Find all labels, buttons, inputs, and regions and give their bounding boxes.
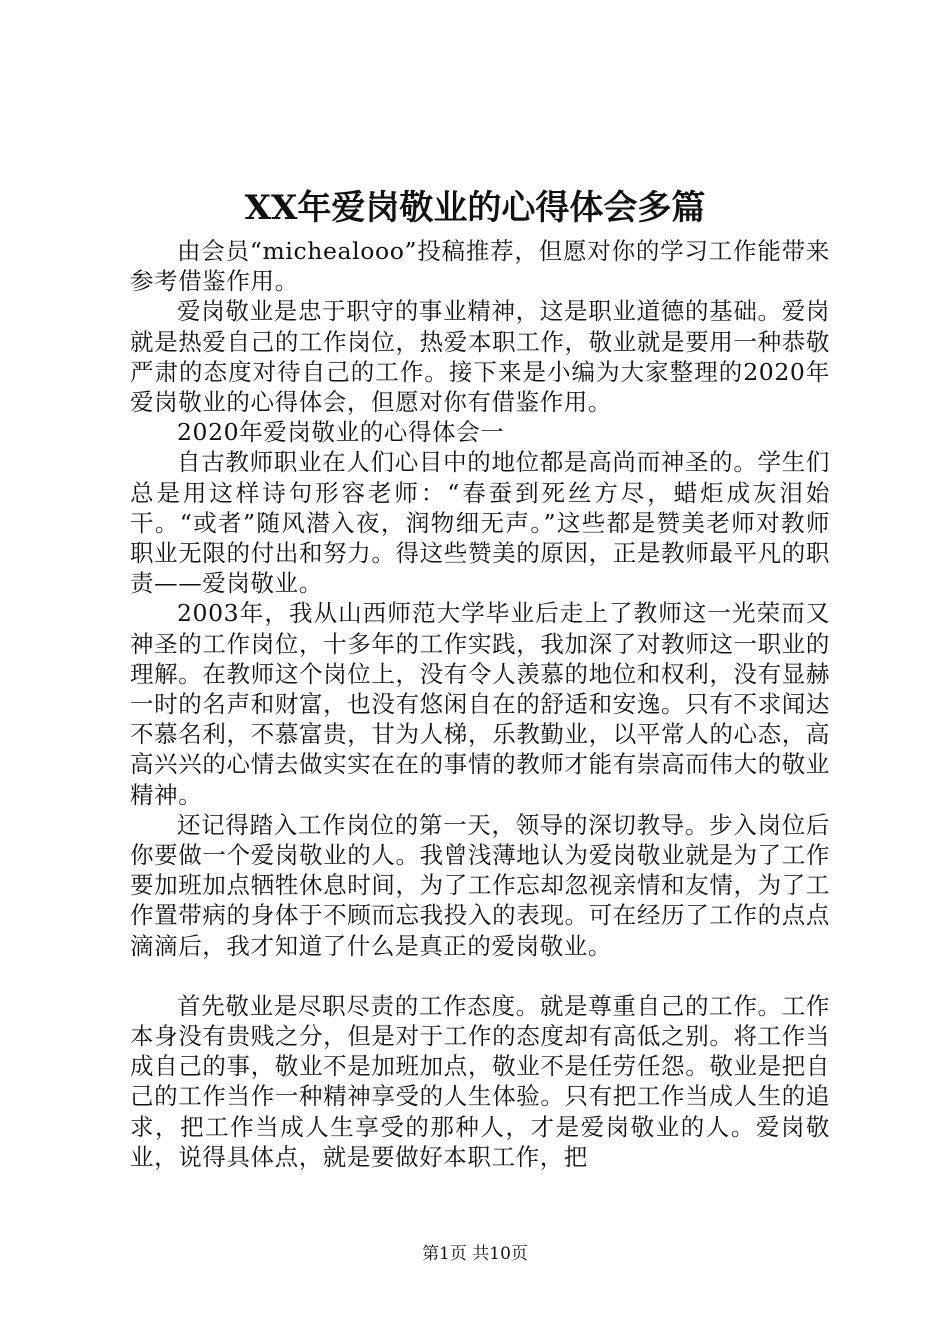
section-heading: 2020年爱岗敬业的心得体会一 (177, 418, 505, 447)
body-paragraph: 自古教师职业在人们心目中的地位都是高尚而神圣的。学生们总是用这样诗句形容老师：“春蚕到死丝方尽，蜡炬成灰泪始干。“或者”随风潜入夜，润物细无声。”这些都是赞美老师对教师职业无限的付出和努力。得这些赞美的原因，正是教师最平凡的职责——爱岗敬业。 (130, 448, 830, 598)
document-title: XX年爱岗敬业的心得体会多篇 (244, 188, 706, 228)
body-paragraph: 首先敬业是尽职尽责的工作态度。就是尊重自己的工作。工作本身没有贵贱之分，但是对于工作的态度却有高低之别。将工作当成自己的事，敬业不是加班加点，敬业不是任劳任怨。敬业是把自己的工作当作一种精神享受的人生体验。只有把工作当成人生的追求，把工作当成人生享受的那种人，才是爱岗敬业的人。爱岗敬业，说得具体点，就是要做好本职工作，把 (130, 991, 830, 1171)
page-footer: 第1页 共10页 (422, 1244, 528, 1264)
intro-paragraph: 由会员“michealooo”投稿推荐，但愿对你的学习工作能带来参考借鉴作用。 (130, 237, 830, 296)
document-body (130, 236, 830, 1172)
summary-paragraph: 爱岗敬业是忠于职守的事业精神，这是职业道德的基础。爱岗就是热爱自己的工作岗位，热爱本职工作，敬业就是要用一种恭敬严肃的态度对待自己的工作。接下来是小编为大家整理的2020年爱岗敬业的心得体会，但愿对你有借鉴作用。 (130, 297, 830, 417)
body-paragraph: 还记得踏入工作岗位的第一天，领导的深切教导。步入岗位后你要做一个爱岗敬业的人。我曾浅薄地认为爱岗敬业就是为了工作要加班加点牺牲休息时间，为了工作忘却忽视亲情和友情，为了工作置带病的身体于不顾而忘我投入的表现。可在经历了工作的点点滴滴后，我才知道了什么是真正的爱岗敬业。 (130, 810, 830, 960)
body-paragraph: 2003年，我从山西师范大学毕业后走上了教师这一光荣而又神圣的工作岗位，十多年的工作实践，我加深了对教师这一职业的理解。在教师这个岗位上，没有令人羡慕的地位和权利，没有显赫一时的名声和财富，也没有悠闲自在的舒适和安逸。只有不求闻达不慕名利，不慕富贵，甘为人梯，乐教勤业，以平常人的心态，高高兴兴的心情去做实实在在的事情的教师才能有崇高而伟大的敬业精神。 (130, 599, 830, 809)
